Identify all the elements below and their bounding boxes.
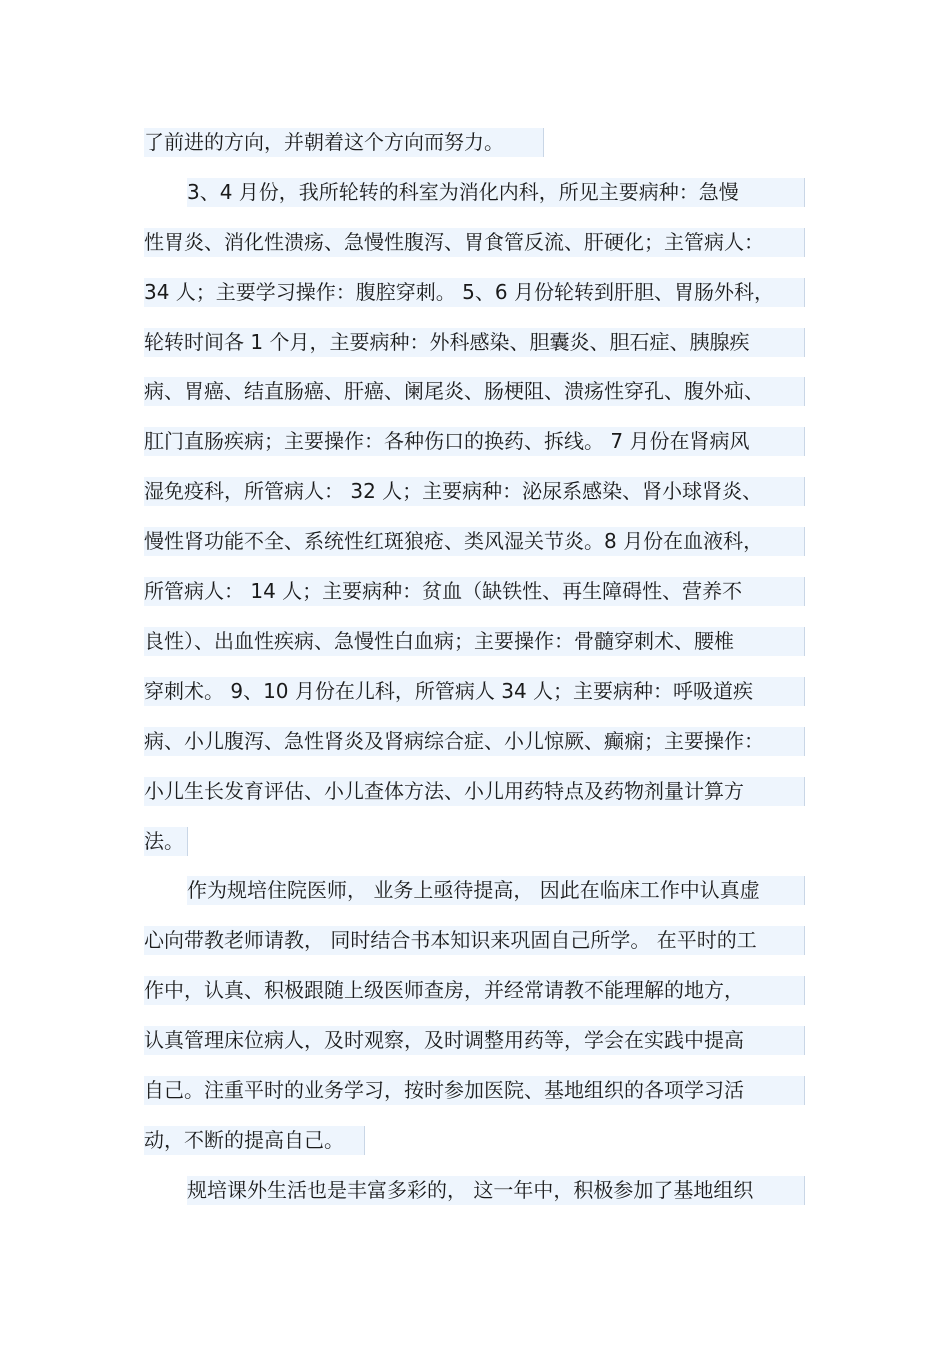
text-line: 性胃炎、消化性溃疡、急慢性腹泻、胃食管反流、肝硬化；主管病人： — [144, 228, 805, 257]
text-line: 3、4 月份，我所轮转的科室为消化内科，所见主要病种：急慢 — [187, 178, 805, 207]
text-line: 认真管理床位病人，及时观察，及时调整用药等，学会在实践中提高 — [144, 1026, 805, 1055]
text-line: 病、小儿腹泻、急性肾炎及肾病综合症、小儿惊厥、癫痫；主要操作： — [144, 727, 805, 756]
text-line: 作为规培住院医师， 业务上亟待提高， 因此在临床工作中认真虚 — [187, 876, 805, 905]
text-line: 法。 — [144, 827, 188, 856]
text-line: 小儿生长发育评估、小儿查体方法、小儿用药特点及药物剂量计算方 — [144, 777, 805, 806]
text-line: 了前进的方向，并朝着这个方向而努力。 — [144, 128, 544, 157]
text-line: 湿免疫科，所管病人： 32 人；主要病种：泌尿系感染、肾小球肾炎、 — [144, 477, 805, 506]
text-line: 慢性肾功能不全、系统性红斑狼疮、类风湿关节炎。8 月份在血液科， — [144, 527, 805, 556]
text-line: 作中，认真、积极跟随上级医师查房，并经常请教不能理解的地方， — [144, 976, 805, 1005]
text-line: 良性）、出血性疾病、急慢性白血病；主要操作：骨髓穿刺术、腰椎 — [144, 627, 805, 656]
text-line: 轮转时间各 1 个月，主要病种：外科感染、胆囊炎、胆石症、胰腺疾 — [144, 328, 805, 357]
text-line: 穿刺术。 9、10 月份在儿科，所管病人 34 人；主要病种：呼吸道疾 — [144, 677, 805, 706]
text-line: 规培课外生活也是丰富多彩的， 这一年中，积极参加了基地组织 — [187, 1176, 805, 1205]
text-line: 心向带教老师请教， 同时结合书本知识来巩固自己所学。 在平时的工 — [144, 926, 805, 955]
text-line: 病、胃癌、结直肠癌、肝癌、阑尾炎、肠梗阻、溃疡性穿孔、腹外疝、 — [144, 377, 805, 406]
text-line: 34 人；主要学习操作：腹腔穿刺。 5、6 月份轮转到肝胆、胃肠外科， — [144, 278, 805, 307]
text-line: 动，不断的提高自己。 — [144, 1126, 365, 1155]
text-line: 肛门直肠疾病；主要操作：各种伤口的换药、拆线。 7 月份在肾病风 — [144, 427, 805, 456]
text-line: 自己。注重平时的业务学习，按时参加医院、基地组织的各项学习活 — [144, 1076, 805, 1105]
text-line: 所管病人： 14 人；主要病种：贫血（缺铁性、再生障碍性、营养不 — [144, 577, 805, 606]
